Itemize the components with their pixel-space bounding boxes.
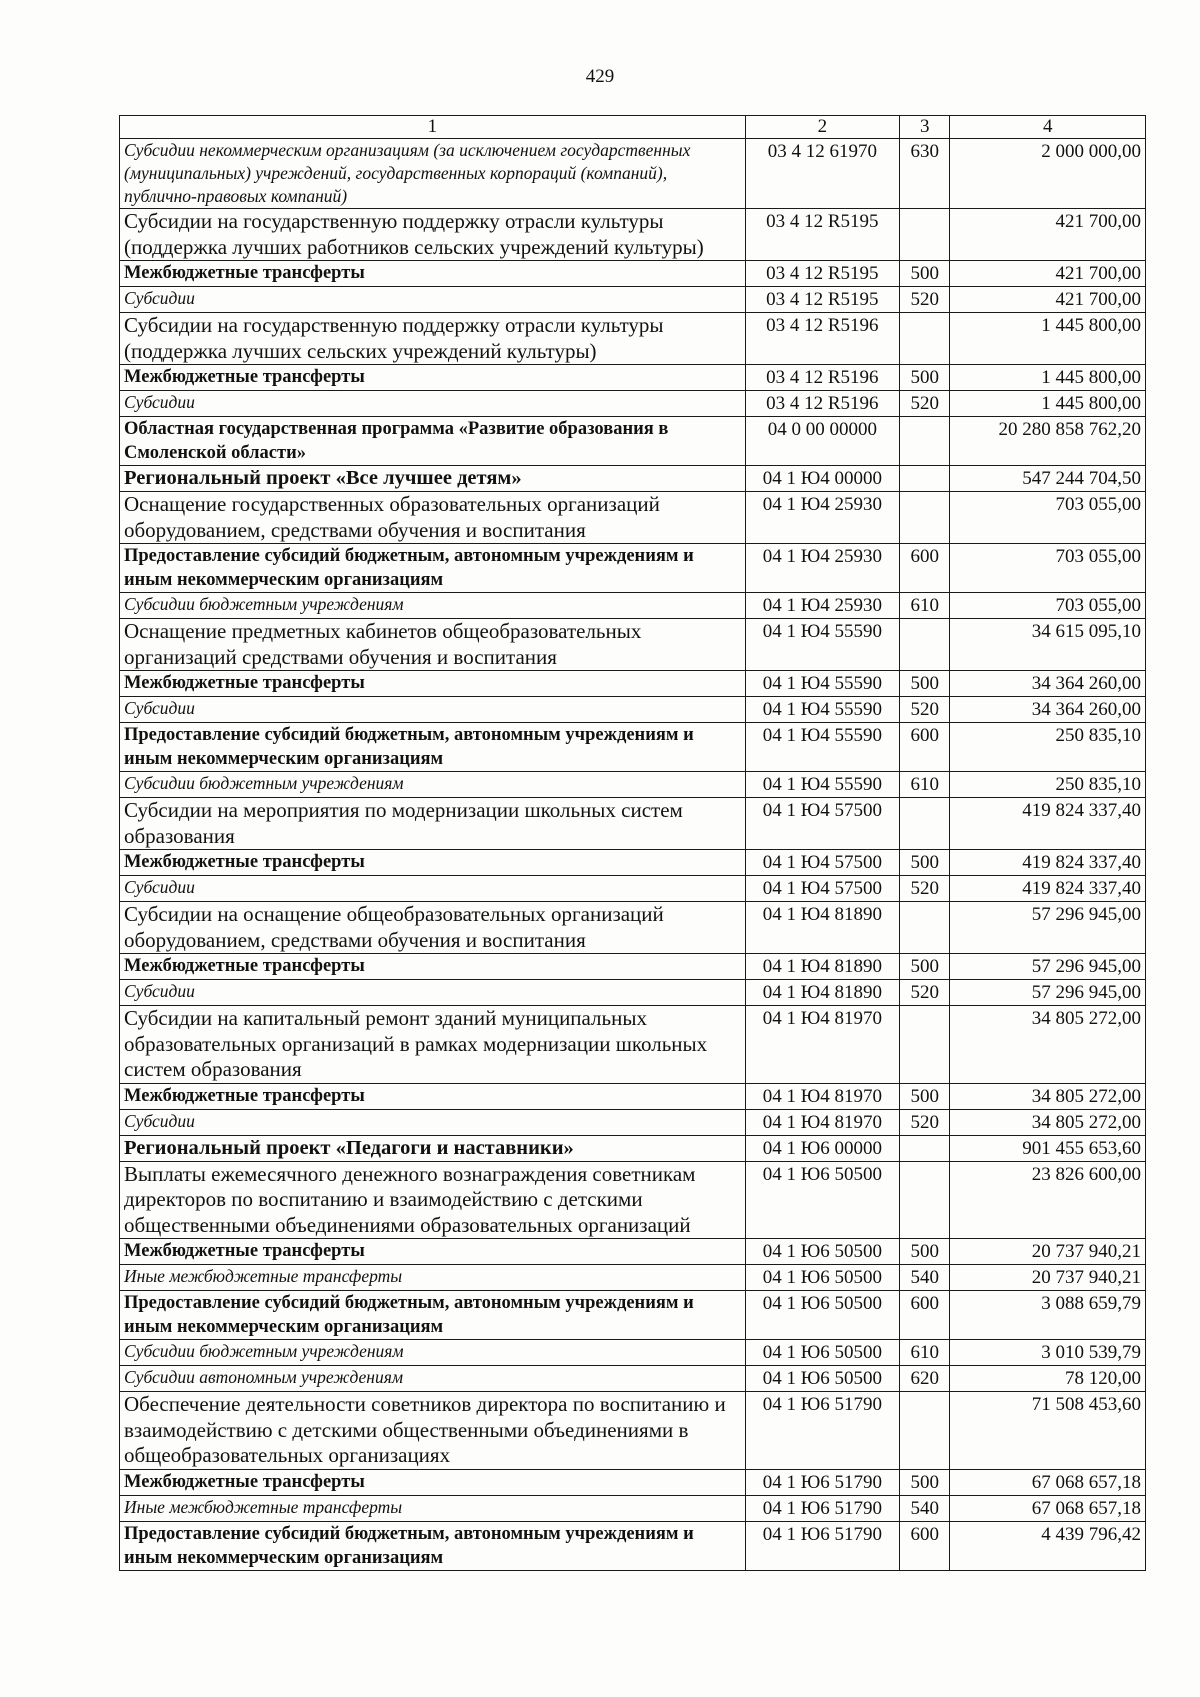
row-code-cell: 04 1 Ю6 50500 (745, 1161, 899, 1239)
row-name-cell: Субсидии бюджетным учреждениям (120, 1340, 746, 1366)
row-amount-cell: 23 826 600,00 (950, 1161, 1146, 1239)
row-code-cell: 04 1 Ю4 57500 (745, 876, 899, 902)
row-code-cell: 04 1 Ю4 00000 (745, 466, 899, 492)
row-name-cell: Оснащение государственных образовательных организаций оборудованием, средствами обучения и воспитания (120, 492, 746, 544)
row-type-cell: 620 (900, 1366, 950, 1392)
row-name-cell: Субсидии некоммерческим организациям (за исключением государственных (муниципальных) учреждений, государственных корпораций (компаний), публично-правовых компаний) (120, 139, 746, 209)
row-type-cell: 600 (900, 1291, 950, 1340)
row-type-cell: 500 (900, 1239, 950, 1265)
table-row (120, 1265, 1146, 1291)
table-row (120, 1495, 1146, 1521)
row-type-cell: 520 (900, 876, 950, 902)
table-row (120, 1469, 1146, 1495)
row-type-cell: 610 (900, 1340, 950, 1366)
row-amount-cell: 3 010 539,79 (950, 1340, 1146, 1366)
table-row (120, 697, 1146, 723)
row-type-cell: 600 (900, 723, 950, 772)
row-code-cell: 03 4 12 61970 (745, 139, 899, 209)
row-name-cell: Субсидии бюджетным учреждениям (120, 593, 746, 619)
row-code-cell: 04 0 00 00000 (745, 417, 899, 466)
row-type-cell: 500 (900, 1469, 950, 1495)
row-code-cell: 03 4 12 R5195 (745, 287, 899, 313)
row-code-cell: 04 1 Ю6 00000 (745, 1135, 899, 1161)
row-code-cell: 04 1 Ю4 81970 (745, 1109, 899, 1135)
row-name-cell: Межбюджетные трансферты (120, 365, 746, 391)
row-name-cell: Межбюджетные трансферты (120, 671, 746, 697)
row-amount-cell: 34 615 095,10 (950, 619, 1146, 671)
row-type-cell (900, 492, 950, 544)
table-row (120, 492, 1146, 544)
row-code-cell: 04 1 Ю4 55590 (745, 619, 899, 671)
row-code-cell: 04 1 Ю4 57500 (745, 798, 899, 850)
row-type-cell: 520 (900, 391, 950, 417)
row-amount-cell: 421 700,00 (950, 209, 1146, 261)
row-amount-cell: 419 824 337,40 (950, 798, 1146, 850)
table-row (120, 139, 1146, 209)
row-amount-cell: 901 455 653,60 (950, 1135, 1146, 1161)
row-amount-cell: 419 824 337,40 (950, 876, 1146, 902)
table-row (120, 1006, 1146, 1084)
row-amount-cell: 419 824 337,40 (950, 850, 1146, 876)
row-type-cell: 540 (900, 1265, 950, 1291)
row-type-cell (900, 466, 950, 492)
row-name-cell: Межбюджетные трансферты (120, 1239, 746, 1265)
row-amount-cell: 4 439 796,42 (950, 1521, 1146, 1570)
row-name-cell: Субсидии на мероприятия по модернизации школьных систем образования (120, 798, 746, 850)
table-row (120, 1340, 1146, 1366)
row-name-cell: Субсидии на капитальный ремонт зданий муниципальных образовательных организаций в рамках модернизации школьных систем образования (120, 1006, 746, 1084)
row-code-cell: 04 1 Ю6 51790 (745, 1469, 899, 1495)
table-row (120, 261, 1146, 287)
table-row (120, 1109, 1146, 1135)
table-row (120, 1135, 1146, 1161)
table-row (120, 313, 1146, 365)
row-name-cell: Субсидии (120, 876, 746, 902)
row-code-cell: 03 4 12 R5195 (745, 261, 899, 287)
table-row (120, 902, 1146, 954)
row-type-cell (900, 1135, 950, 1161)
row-amount-cell: 250 835,10 (950, 723, 1146, 772)
row-amount-cell: 57 296 945,00 (950, 954, 1146, 980)
table-row (120, 209, 1146, 261)
row-amount-cell: 421 700,00 (950, 287, 1146, 313)
row-code-cell: 03 4 12 R5196 (745, 365, 899, 391)
row-amount-cell: 20 737 940,21 (950, 1265, 1146, 1291)
row-name-cell: Субсидии на государственную поддержку отрасли культуры (поддержка лучших работников сельских учреждений культуры) (120, 209, 746, 261)
row-type-cell: 520 (900, 287, 950, 313)
row-name-cell: Предоставление субсидий бюджетным, автономным учреждениям и иным некоммерческим организациям (120, 1291, 746, 1340)
row-type-cell (900, 798, 950, 850)
table-row (120, 593, 1146, 619)
row-code-cell: 04 1 Ю4 25930 (745, 544, 899, 593)
row-type-cell: 500 (900, 954, 950, 980)
table-row (120, 876, 1146, 902)
table-row (120, 1161, 1146, 1239)
row-amount-cell: 20 280 858 762,20 (950, 417, 1146, 466)
table-row (120, 1392, 1146, 1470)
row-name-cell: Региональный проект «Все лучшее детям» (120, 466, 746, 492)
row-code-cell: 04 1 Ю6 51790 (745, 1392, 899, 1470)
row-name-cell: Предоставление субсидий бюджетным, автономным учреждениям и иным некоммерческим организациям (120, 1521, 746, 1570)
table-row (120, 980, 1146, 1006)
row-type-cell (900, 1161, 950, 1239)
row-code-cell: 04 1 Ю4 81890 (745, 980, 899, 1006)
row-type-cell (900, 1006, 950, 1084)
table-row (120, 1521, 1146, 1570)
row-name-cell: Предоставление субсидий бюджетным, автономным учреждениям и иным некоммерческим организациям (120, 544, 746, 593)
row-code-cell: 03 4 12 R5195 (745, 209, 899, 261)
budget-table (119, 115, 1146, 1571)
table-row (120, 1239, 1146, 1265)
row-name-cell: Субсидии (120, 1109, 746, 1135)
table-row (120, 391, 1146, 417)
row-type-cell (900, 417, 950, 466)
table-row (120, 417, 1146, 466)
row-code-cell: 04 1 Ю4 81970 (745, 1006, 899, 1084)
table-row (120, 466, 1146, 492)
row-amount-cell: 703 055,00 (950, 492, 1146, 544)
row-code-cell: 04 1 Ю6 50500 (745, 1291, 899, 1340)
row-amount-cell: 71 508 453,60 (950, 1392, 1146, 1470)
table-row (120, 544, 1146, 593)
row-amount-cell: 57 296 945,00 (950, 980, 1146, 1006)
table-row (120, 798, 1146, 850)
row-name-cell: Субсидии бюджетным учреждениям (120, 772, 746, 798)
row-type-cell: 520 (900, 697, 950, 723)
row-name-cell: Региональный проект «Педагоги и наставники» (120, 1135, 746, 1161)
row-name-cell: Предоставление субсидий бюджетным, автономным учреждениям и иным некоммерческим организациям (120, 723, 746, 772)
row-amount-cell: 1 445 800,00 (950, 313, 1146, 365)
row-name-cell: Областная государственная программа «Развитие образования в Смоленской области» (120, 417, 746, 466)
row-code-cell: 04 1 Ю6 50500 (745, 1340, 899, 1366)
row-code-cell: 03 4 12 R5196 (745, 313, 899, 365)
row-name-cell: Иные межбюджетные трансферты (120, 1495, 746, 1521)
row-name-cell: Субсидии (120, 697, 746, 723)
row-code-cell: 04 1 Ю4 55590 (745, 723, 899, 772)
row-code-cell: 04 1 Ю4 81890 (745, 902, 899, 954)
table-row (120, 1366, 1146, 1392)
row-name-cell: Субсидии на государственную поддержку отрасли культуры (поддержка лучших сельских учреждений культуры) (120, 313, 746, 365)
row-amount-cell: 67 068 657,18 (950, 1495, 1146, 1521)
row-code-cell: 04 1 Ю6 50500 (745, 1366, 899, 1392)
row-type-cell: 500 (900, 1083, 950, 1109)
row-amount-cell: 703 055,00 (950, 593, 1146, 619)
row-code-cell: 04 1 Ю4 55590 (745, 697, 899, 723)
row-name-cell: Субсидии (120, 980, 746, 1006)
row-code-cell: 04 1 Ю4 55590 (745, 772, 899, 798)
table-row (120, 1291, 1146, 1340)
row-type-cell (900, 902, 950, 954)
row-type-cell: 520 (900, 980, 950, 1006)
row-amount-cell: 3 088 659,79 (950, 1291, 1146, 1340)
row-amount-cell: 421 700,00 (950, 261, 1146, 287)
row-code-cell: 04 1 Ю4 57500 (745, 850, 899, 876)
row-name-cell: Межбюджетные трансферты (120, 850, 746, 876)
table-row (120, 287, 1146, 313)
row-name-cell: Межбюджетные трансферты (120, 261, 746, 287)
table-row (120, 954, 1146, 980)
row-amount-cell: 34 805 272,00 (950, 1083, 1146, 1109)
row-type-cell: 500 (900, 261, 950, 287)
row-code-cell: 04 1 Ю6 51790 (745, 1521, 899, 1570)
row-type-cell: 500 (900, 671, 950, 697)
row-name-cell: Межбюджетные трансферты (120, 1469, 746, 1495)
row-amount-cell: 78 120,00 (950, 1366, 1146, 1392)
row-code-cell: 04 1 Ю6 50500 (745, 1265, 899, 1291)
row-code-cell: 03 4 12 R5196 (745, 391, 899, 417)
row-code-cell: 04 1 Ю4 81970 (745, 1083, 899, 1109)
row-type-cell: 610 (900, 593, 950, 619)
row-name-cell: Субсидии (120, 287, 746, 313)
row-code-cell: 04 1 Ю4 25930 (745, 593, 899, 619)
row-type-cell (900, 619, 950, 671)
row-name-cell: Межбюджетные трансферты (120, 954, 746, 980)
table-row (120, 619, 1146, 671)
row-type-cell: 610 (900, 772, 950, 798)
row-name-cell: Субсидии (120, 391, 746, 417)
row-name-cell: Субсидии автономным учреждениям (120, 1366, 746, 1392)
row-name-cell: Выплаты ежемесячного денежного вознаграждения советникам директоров по воспитанию и взаимодействию с детскими общественными объединениями образовательных организаций (120, 1161, 746, 1239)
header-col-name: 1 (120, 116, 746, 139)
row-amount-cell: 34 364 260,00 (950, 697, 1146, 723)
row-amount-cell: 34 805 272,00 (950, 1006, 1146, 1084)
row-name-cell: Субсидии на оснащение общеобразовательных организаций оборудованием, средствами обучения и воспитания (120, 902, 746, 954)
row-type-cell (900, 1392, 950, 1470)
row-amount-cell: 34 364 260,00 (950, 671, 1146, 697)
row-type-cell (900, 209, 950, 261)
table-row (120, 1083, 1146, 1109)
table-row (120, 671, 1146, 697)
row-code-cell: 04 1 Ю4 81890 (745, 954, 899, 980)
row-type-cell: 600 (900, 1521, 950, 1570)
row-amount-cell: 20 737 940,21 (950, 1239, 1146, 1265)
row-code-cell: 04 1 Ю4 55590 (745, 671, 899, 697)
row-code-cell: 04 1 Ю4 25930 (745, 492, 899, 544)
row-type-cell: 520 (900, 1109, 950, 1135)
header-col-type: 3 (900, 116, 950, 139)
row-amount-cell: 34 805 272,00 (950, 1109, 1146, 1135)
row-amount-cell: 1 445 800,00 (950, 365, 1146, 391)
row-amount-cell: 67 068 657,18 (950, 1469, 1146, 1495)
row-type-cell (900, 313, 950, 365)
header-col-code: 2 (745, 116, 899, 139)
table-row (120, 365, 1146, 391)
header-col-amount: 4 (950, 116, 1146, 139)
row-type-cell: 600 (900, 544, 950, 593)
row-type-cell: 500 (900, 850, 950, 876)
row-amount-cell: 2 000 000,00 (950, 139, 1146, 209)
row-code-cell: 04 1 Ю6 51790 (745, 1495, 899, 1521)
row-amount-cell: 703 055,00 (950, 544, 1146, 593)
row-amount-cell: 250 835,10 (950, 772, 1146, 798)
table-row (120, 772, 1146, 798)
table-row (120, 850, 1146, 876)
page-number: 429 (585, 66, 615, 87)
row-name-cell: Межбюджетные трансферты (120, 1083, 746, 1109)
row-type-cell: 630 (900, 139, 950, 209)
table-row (120, 723, 1146, 772)
table-body (120, 139, 1146, 1571)
row-amount-cell: 57 296 945,00 (950, 902, 1146, 954)
row-name-cell: Обеспечение деятельности советников директора по воспитанию и взаимодействию с детскими общественными объединениями в общеобразовательных организациях (120, 1392, 746, 1470)
row-type-cell: 540 (900, 1495, 950, 1521)
row-code-cell: 04 1 Ю6 50500 (745, 1239, 899, 1265)
row-amount-cell: 1 445 800,00 (950, 391, 1146, 417)
row-name-cell: Иные межбюджетные трансферты (120, 1265, 746, 1291)
row-name-cell: Оснащение предметных кабинетов общеобразовательных организаций средствами обучения и воспитания (120, 619, 746, 671)
table-header-row (120, 116, 1146, 139)
row-type-cell: 500 (900, 365, 950, 391)
row-amount-cell: 547 244 704,50 (950, 466, 1146, 492)
